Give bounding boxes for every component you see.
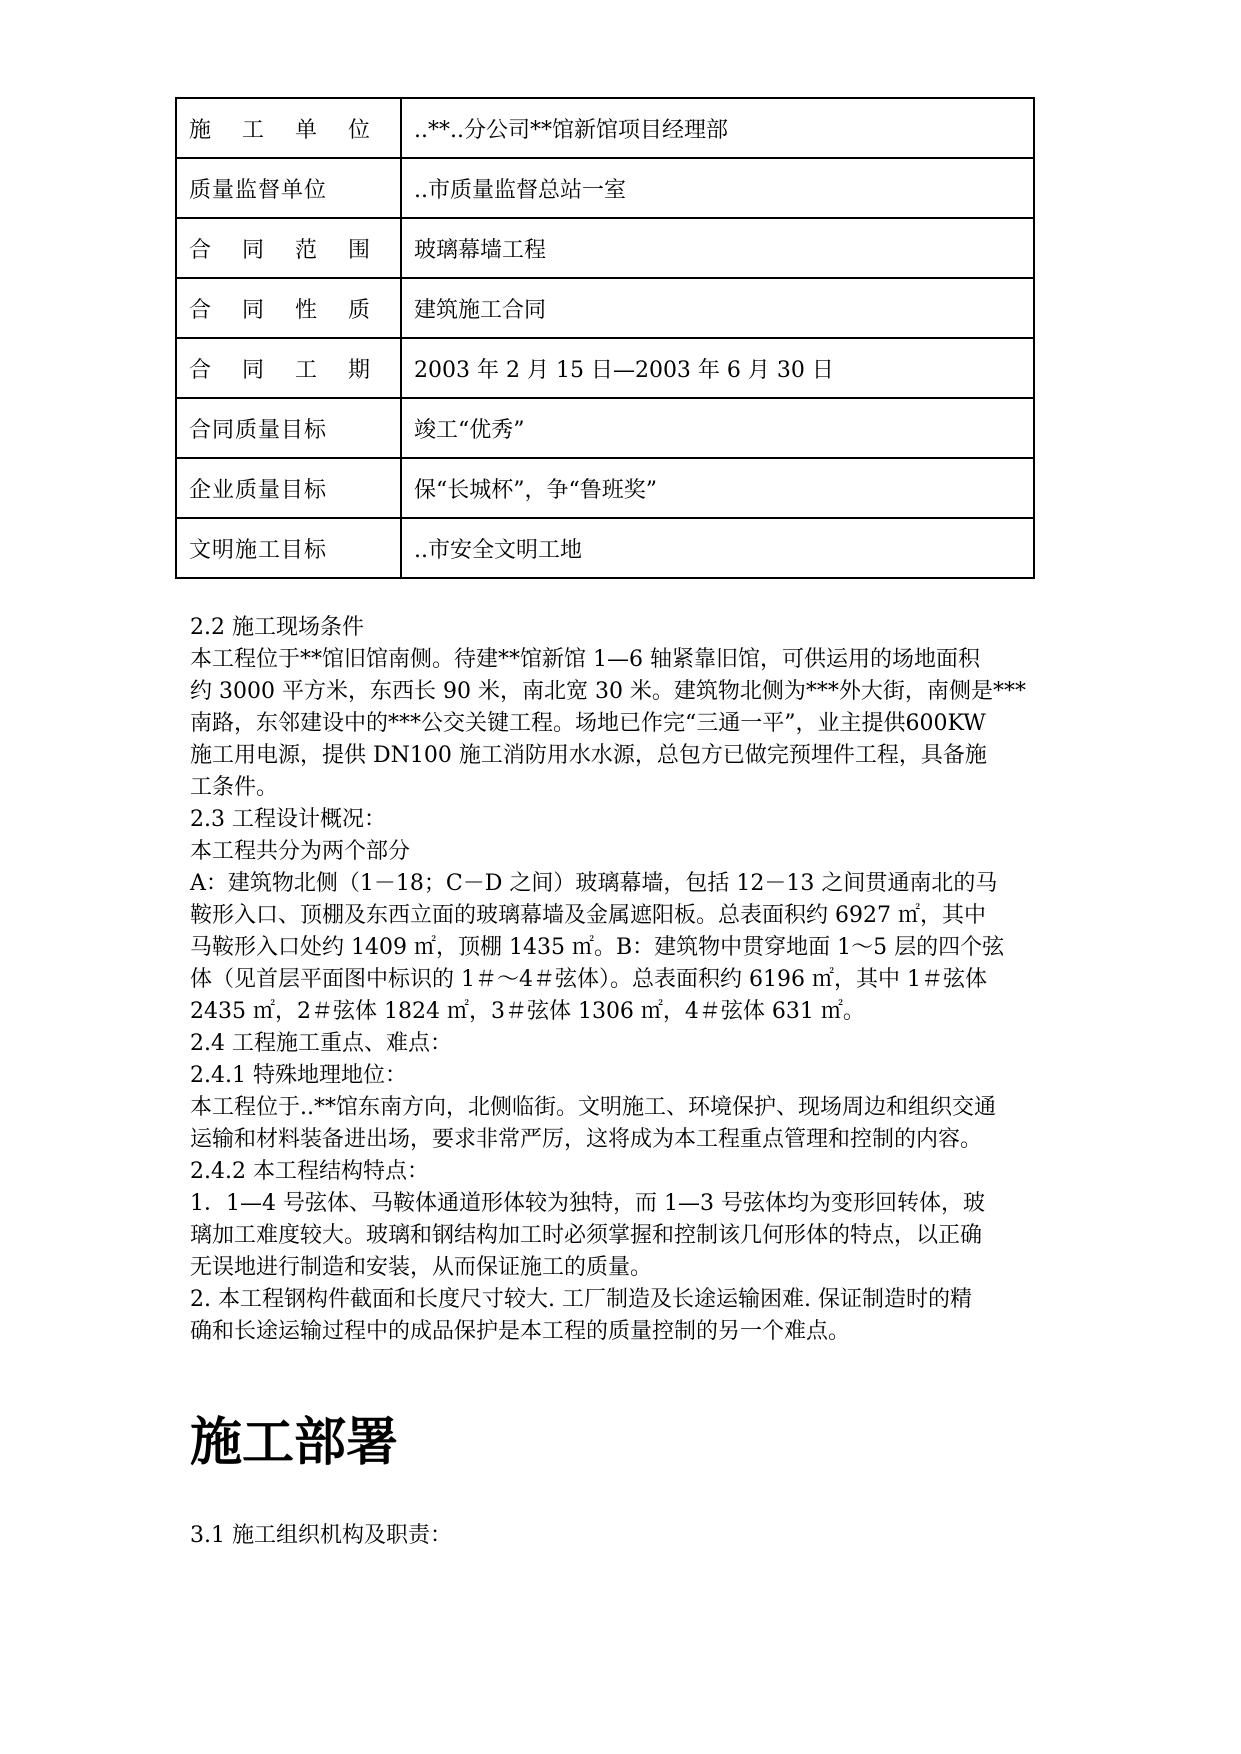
body-line: 运输和材料装备进出场，要求非常严厉，这将成为本工程重点管理和控制的内容。 xyxy=(190,1127,983,1152)
body-line: 体（见首层平面图中标识的 1＃～4＃弦体）。总表面积约 6196 ㎡，其中 1＃弦体 xyxy=(190,967,987,992)
body-line: 马鞍形入口处约 1409 ㎡，顶棚 1435 ㎡。B：建筑物中贯穿地面 1～5 层的四个弦 xyxy=(190,935,1005,960)
spacer xyxy=(190,1478,1090,1520)
body-line: 鞍形入口、顶棚及东西立面的玻璃幕墙及金属遮阳板。总表面积约 6927 ㎡，其中 xyxy=(190,903,986,928)
body-line: 南路，东邻建设中的***公交关键工程。场地已作完“三通一平”，业主提供600KW xyxy=(190,711,986,736)
subsection-heading: 3.1 施工组织机构及职责： xyxy=(190,1523,452,1548)
body-line: 确和长途运输过程中的成品保护是本工程的质量控制的另一个难点。 xyxy=(190,1319,851,1344)
body-line: 璃加工难度较大。玻璃和钢结构加工时必须掌握和控制该几何形体的特点，以正确 xyxy=(190,1223,983,1248)
heading-2-3: 2.3 工程设计概况： xyxy=(190,807,386,832)
project-info-table xyxy=(175,97,1035,579)
row-value: 2003 年 2 月 15 日—2003 年 6 月 30 日 xyxy=(401,338,1034,398)
row-value: ..市质量监督总站一室 xyxy=(401,158,1034,218)
section-heading: 施工部署 xyxy=(190,1413,399,1473)
table-row xyxy=(176,458,1034,518)
table-row xyxy=(176,398,1034,458)
row-label: 合 同 工 期 xyxy=(176,338,401,398)
body-line: 本工程共分为两个部分 xyxy=(190,839,411,864)
row-label: 企业质量目标 xyxy=(176,458,401,518)
table-row xyxy=(176,518,1034,578)
table-row xyxy=(176,218,1034,278)
heading-2-4-2: 2.4.2 本工程结构特点： xyxy=(190,1159,429,1184)
row-value: ..市安全文明工地 xyxy=(401,518,1034,578)
body-line: 2435 ㎡，2＃弦体 1824 ㎡，3＃弦体 1306 ㎡，4＃弦体 631 ㎡。 xyxy=(190,999,865,1024)
table-row xyxy=(176,98,1034,158)
row-value: 竣工“优秀” xyxy=(401,398,1034,458)
body-line: 约 3000 平方米，东西长 90 米，南北宽 30 米。建筑物北侧为***外大街，南侧是*** xyxy=(190,679,1026,704)
row-value: 保“长城杯”，争“鲁班奖” xyxy=(401,458,1034,518)
row-label: 合 同 性 质 xyxy=(176,278,401,338)
row-label: 文明施工目标 xyxy=(176,518,401,578)
body-line: 工条件。 xyxy=(190,775,279,800)
document-body xyxy=(190,612,1090,1552)
body-line: 无误地进行制造和安装，从而保证施工的质量。 xyxy=(190,1255,653,1280)
table-row xyxy=(176,158,1034,218)
row-label: 合同质量目标 xyxy=(176,398,401,458)
spacer xyxy=(190,1348,1090,1408)
heading-2-4: 2.4 工程施工重点、难点： xyxy=(190,1031,452,1056)
body-line: A：建筑物北侧（1－18；C－D 之间）玻璃幕墙，包括 12－13 之间贯通南北的马 xyxy=(190,871,998,896)
row-label: 合 同 范 围 xyxy=(176,218,401,278)
row-value: 玻璃幕墙工程 xyxy=(401,218,1034,278)
row-value: ..**..分公司**馆新馆项目经理部 xyxy=(401,98,1034,158)
body-line: 1．1—4 号弦体、马鞍体通道形体较为独特，而 1—3 号弦体均为变形回转体，玻 xyxy=(190,1191,985,1216)
body-line: 施工用电源，提供 DN100 施工消防用水水源，总包方已做完预埋件工程，具备施 xyxy=(190,743,987,768)
table-row xyxy=(176,278,1034,338)
body-line: 2. 本工程钢构件截面和长度尺寸较大. 工厂制造及长途运输困难. 保证制造时的精 xyxy=(190,1287,972,1312)
row-value: 建筑施工合同 xyxy=(401,278,1034,338)
heading-2-2: 2.2 施工现场条件 xyxy=(190,615,364,640)
body-line: 本工程位于**馆旧馆南侧。待建**馆新馆 1—6 轴紧靠旧馆，可供运用的场地面积 xyxy=(190,647,980,672)
row-label: 施 工 单 位 xyxy=(176,98,401,158)
row-label: 质量监督单位 xyxy=(176,158,401,218)
table-row xyxy=(176,338,1034,398)
body-line: 本工程位于..**馆东南方向，北侧临街。文明施工、环境保护、现场周边和组织交通 xyxy=(190,1095,996,1120)
heading-2-4-1: 2.4.1 特殊地理地位： xyxy=(190,1063,407,1088)
